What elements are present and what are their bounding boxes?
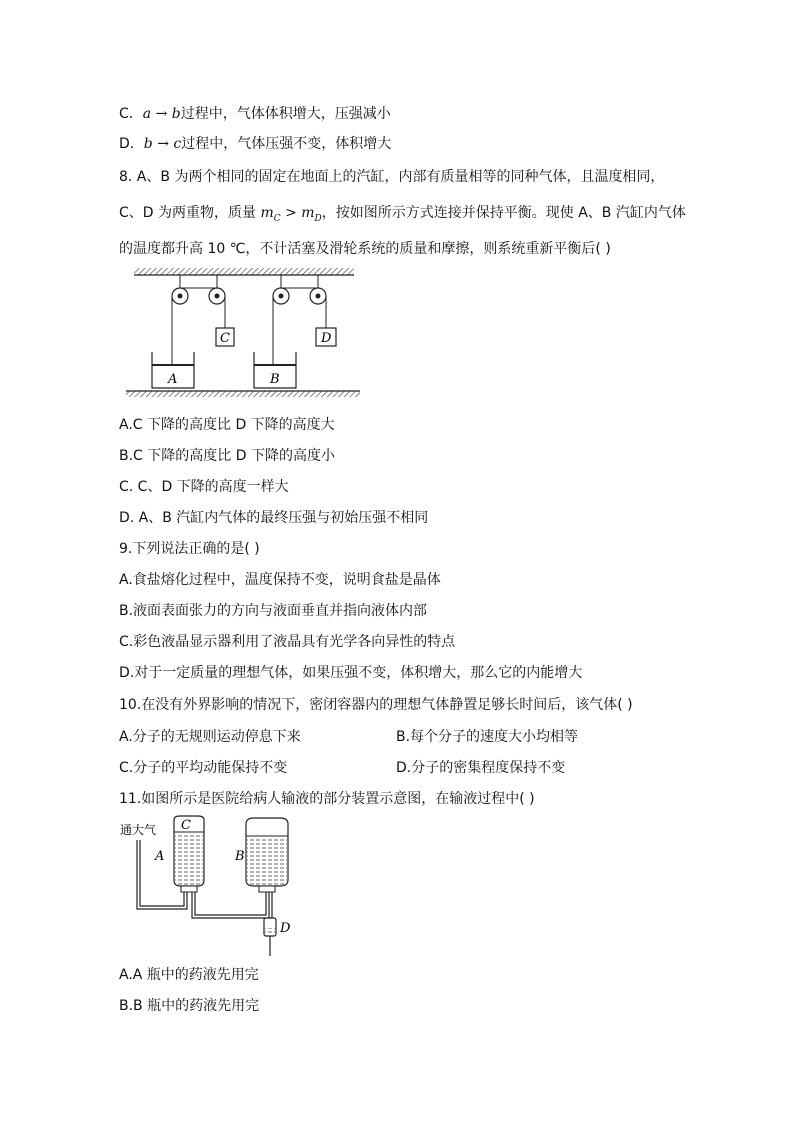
q9-option-b: B.液面表面张力的方向与液面垂直并指向液体内部 (119, 603, 428, 619)
q7-option-d (119, 135, 391, 153)
q8-stem-line3: 的温度都升高 10 ℃，不计活塞及滑轮系统的质量和摩擦，则系统重新平衡后( ) (119, 241, 611, 257)
q8-option-b: B.C 下降的高度比 D 下降的高度小 (119, 448, 335, 464)
label-c: C (220, 331, 230, 346)
q8-line2-text-a: C、D 为两重物，质量 (119, 205, 261, 221)
ceiling-hatch (134, 268, 354, 275)
q9-option-a: A.食盐熔化过程中，温度保持不变，说明食盐是晶体 (119, 572, 441, 588)
q9-option-d: D.对于一定质量的理想气体，如果压强不变，体积增大，那么它的内能增大 (119, 665, 583, 681)
q8-mass-m: m (260, 205, 274, 221)
q11-infusion-figure (118, 814, 302, 960)
q7-option-c-math: a → b (142, 106, 181, 122)
q8-mass-sub-c: C (273, 213, 281, 224)
label-d: D (321, 331, 332, 346)
q7-option-c (119, 105, 391, 123)
q10-option-d: D.分子的密集程度保持不变 (396, 760, 566, 776)
label-a: A (168, 372, 178, 387)
q11-option-b: B.B 瓶中的药液先用完 (119, 998, 260, 1014)
label-b: B (235, 849, 245, 864)
q7-option-d-prefix: D． (119, 136, 144, 152)
q8-stem-line1: 8. A、B 为两个相同的固定在地面上的汽缸，内部有质量相等的同种气体，且温度相同， (119, 169, 665, 185)
q11-stem: 11.如图所示是医院给病人输液的部分装置示意图，在输液过程中( ) (119, 791, 535, 807)
q8-option-d: D. A、B 汽缸内气体的最终压强与初始压强不相同 (119, 510, 429, 526)
label-a: A (155, 849, 165, 864)
air-label: 通大气 (120, 823, 157, 837)
connecting-tube (192, 892, 268, 918)
q8-option-c: C. C、D 下降的高度一样大 (119, 479, 289, 495)
q8-pulley-figure (124, 266, 364, 402)
q7-option-c-text: 过程中，气体体积增大，压强减小 (180, 106, 391, 122)
q10-option-a: A.分子的无规则运动停息下来 (119, 729, 301, 745)
q7-option-d-math: b → c (143, 136, 182, 152)
q8-option-a: A.C 下降的高度比 D 下降的高度大 (119, 417, 335, 433)
ground-hatch (126, 391, 360, 397)
label-d: D (280, 921, 291, 936)
label-c: C (181, 818, 191, 833)
q8-stem-line2 (119, 204, 686, 228)
label-b: B (270, 372, 280, 387)
q9-stem: 9.下列说法正确的是( ) (119, 541, 260, 557)
q10-option-c: C.分子的平均动能保持不变 (119, 760, 288, 776)
q8-mass-gt: > m (280, 205, 315, 221)
q9-option-c: C.彩色液晶显示器利用了液晶具有光学各向异性的特点 (119, 634, 456, 650)
q10-stem: 10.在没有外界影响的情况下，密闭容器内的理想气体静置足够长时间后，该气体( ) (119, 697, 633, 713)
q7-option-c-prefix: C． (119, 106, 143, 122)
q10-option-b: B.每个分子的速度大小均相等 (396, 729, 579, 745)
q8-line2-text-b: ，按如图所示方式连接并保持平衡。现使 A、B 汽缸内气体 (321, 205, 686, 221)
q8-mass-sub-d: D (314, 213, 322, 224)
q7-option-d-text: 过程中，气体压强不变，体积增大 (181, 136, 392, 152)
q11-option-a: A.A 瓶中的药液先用完 (119, 967, 259, 983)
